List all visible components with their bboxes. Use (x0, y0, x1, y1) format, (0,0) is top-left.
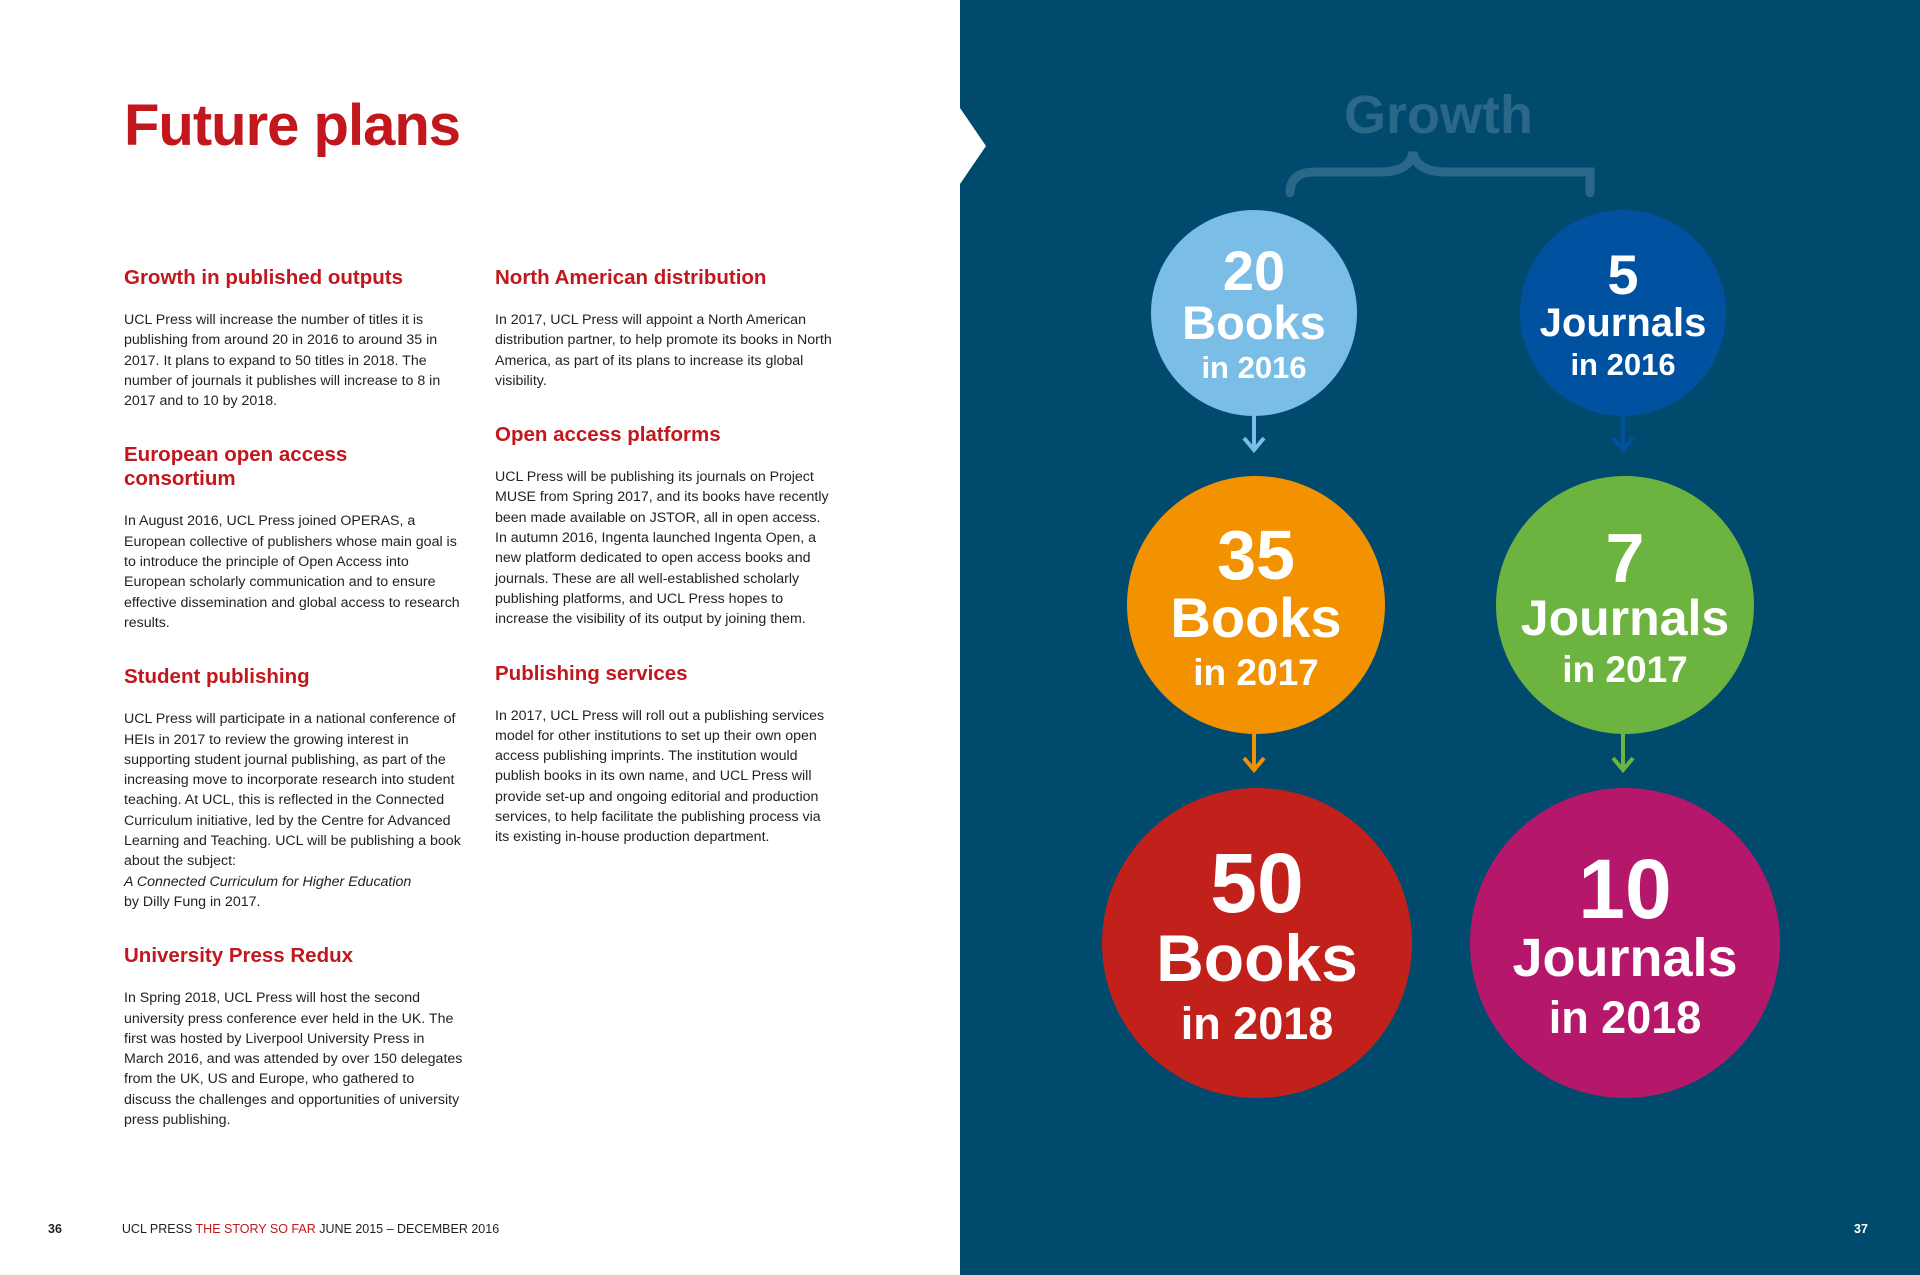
arrow-books-2016-2017 (1244, 414, 1264, 450)
books-2017-year: in 2017 (1193, 651, 1319, 693)
arrow-books-2017-2018 (1244, 730, 1264, 770)
books-2018-number: 50 (1210, 835, 1304, 930)
section-growth-outputs (124, 266, 464, 411)
journals-2016-year: in 2016 (1570, 346, 1676, 382)
book-title: A Connected Curriculum for Higher Education (124, 873, 412, 890)
books-2016-unit: Books (1182, 296, 1326, 349)
section-body-text: UCL Press will participate in a national conference of HEIs in 2017 to review the growing interest in supporting student journal publishing, as part of the increasing move to incorporate research into student teaching. At UCL, this is reflected in the Connected Curriculum initiative, led by the Centre for Advanced Learning and Teaching. UCL will be publishing a book about the subject: (124, 711, 461, 870)
journals-2016-circle (1520, 210, 1726, 416)
page-title: Future plans (124, 93, 461, 158)
books-2017-unit: Books (1170, 585, 1342, 649)
footer (48, 1222, 499, 1236)
section-european-consortium (124, 443, 464, 633)
journals-2016-unit: Journals (1539, 300, 1707, 345)
section-publishing-services (495, 662, 835, 848)
growth-connectors (960, 0, 1920, 1275)
journals-2018-circle (1470, 788, 1780, 1098)
section-heading: Publishing services (495, 661, 688, 685)
journals-2018-unit: Journals (1512, 927, 1738, 988)
section-open-access-platforms (495, 423, 835, 629)
books-2017-number: 35 (1217, 515, 1295, 594)
books-2017-circle (1127, 476, 1385, 734)
books-2018-year: in 2018 (1180, 997, 1334, 1049)
section-heading: Growth in published outputs (124, 266, 403, 289)
books-2018-unit: Books (1156, 920, 1358, 995)
growth-brace (1290, 152, 1590, 193)
section-heading: European open access consortium (124, 443, 348, 491)
journals-2017-number: 7 (1605, 518, 1645, 597)
section-body: UCL Press will increase the number of titles it is publishing from around 20 in 2016 to around 35 in 2017. It plans to expand to 50 titles in 2018. The number of journals it publishes will increase to 8 in 2017 and to 10 by 2018. (124, 312, 441, 410)
section-heading: University Press Redux (124, 944, 354, 968)
section-heading: Open access platforms (495, 423, 721, 447)
footer-series: THE STORY SO FAR (195, 1222, 316, 1236)
journals-2018-year: in 2018 (1548, 991, 1702, 1043)
journals-2018-number: 10 (1578, 841, 1672, 936)
books-2016-number: 20 (1222, 239, 1286, 302)
growth-label: Growth (1344, 85, 1533, 145)
footer-dates: JUNE 2015 – DECEMBER 2016 (315, 1222, 500, 1236)
journals-2017-year: in 2017 (1562, 648, 1688, 690)
section-north-american-distribution (495, 266, 835, 391)
books-2016-circle (1151, 210, 1357, 416)
books-2018-circle (1102, 788, 1412, 1098)
section-heading: Student publishing (124, 665, 310, 689)
section-body (124, 709, 464, 912)
section-body: In Spring 2018, UCL Press will host the second university press conference ever held in the UK. The first was hosted by Liverpool University Press in March 2016, and was attended by over 150 delegates from the UK, US and Europe, who gathered to discuss the challenges and opportunities of university press publishing. (124, 990, 463, 1129)
journals-2017-unit: Journals (1520, 589, 1730, 646)
section-student-publishing (124, 665, 464, 912)
footer-publisher: UCL PRESS (121, 1222, 196, 1236)
journals-2016-number: 5 (1607, 242, 1639, 306)
arrow-journals-2016-2017 (1613, 414, 1633, 450)
section-body-end: by Dilly Fung in 2017. (124, 893, 261, 910)
section-body: UCL Press will be publishing its journals on Project MUSE from Spring 2017, and its books have recently been made available on JSTOR, all in open access. In autumn 2016, Ingenta launched Ingenta Open, a new platform dedicated to open access books and journals. These are all well-established scholarly publishing platforms, and UCL Press hopes to increase the visibility of its output by joining them. (495, 469, 829, 628)
section-university-press-redux (124, 944, 464, 1130)
text-column-1 (124, 266, 464, 1162)
page-number: 36 (48, 1222, 62, 1236)
page-number-right: 37 (1854, 1222, 1868, 1236)
books-2016-year: in 2016 (1201, 350, 1307, 385)
journals-2017-circle (1496, 476, 1754, 734)
section-heading: North American distribution (495, 266, 767, 289)
text-column-2 (495, 266, 835, 880)
section-body: In 2017, UCL Press will roll out a publishing services model for other institutions to set up their own open access publishing imprints. The institution would publish books in its own name, and UCL Press will provide set-up and ongoing editorial and production services, to help facilitate the publishing process via its existing in-house production department. (495, 707, 825, 846)
section-body: In 2017, UCL Press will appoint a North American distribution partner, to help promote its books in North America, as part of its plans to increase its global visibility. (495, 312, 832, 389)
arrow-journals-2017-2018 (1613, 730, 1633, 770)
section-body: In August 2016, UCL Press joined OPERAS, a European collective of publishers whose main goal is to introduce the principle of Open Access into European scholarly communication and to ensure effective dissemination and global access to research results. (124, 513, 460, 631)
